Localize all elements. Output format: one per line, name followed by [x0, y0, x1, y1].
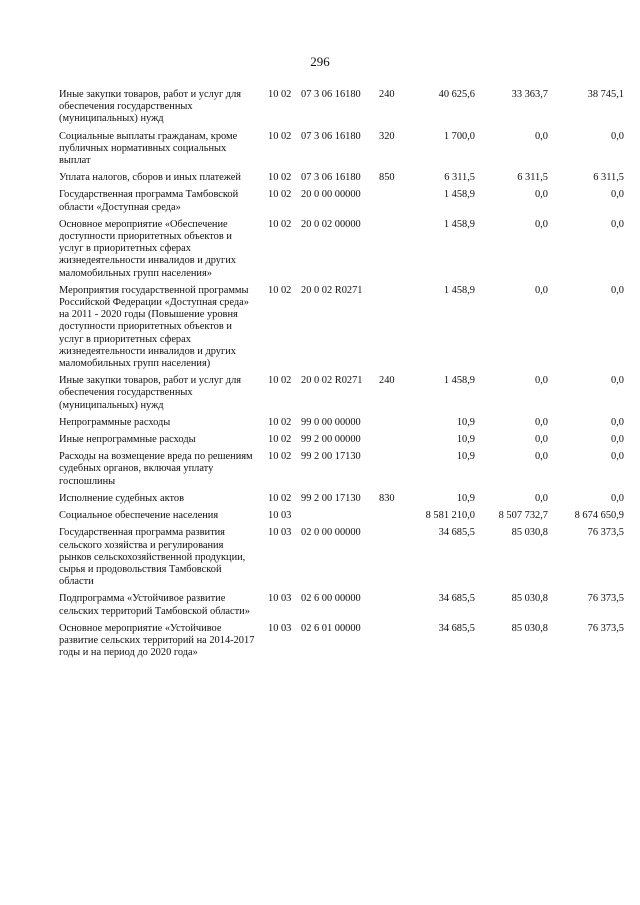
row-value-2: 85 030,8	[511, 527, 548, 539]
row-expense-type	[379, 189, 407, 218]
row-value-2: 85 030,8	[511, 593, 548, 605]
row-target-code: 20 0 02 00000	[301, 218, 361, 230]
row-value-1: 1 700,0	[443, 130, 475, 142]
row-target-code: 20 0 00 00000	[301, 189, 361, 201]
row-value-1: 34 685,5	[438, 527, 475, 539]
row-target-code: 07 3 06 16180	[301, 89, 361, 100]
row-value-3: 0,0	[611, 189, 624, 201]
row-value-1: 10,9	[456, 451, 475, 463]
row-name: Основное мероприятие «Обеспечение доступности приоритетных объектов и услуг в приоритетных сферах жизнедеятельности инвалидов и других маломобильных групп населения»	[59, 218, 237, 279]
row-target-code: 99 0 00 00000	[301, 416, 361, 428]
table-row	[59, 527, 624, 593]
row-value-2: 8 507 732,7	[498, 510, 548, 522]
table-row	[59, 375, 624, 417]
row-value-2: 0,0	[535, 492, 548, 504]
table-row	[59, 417, 624, 434]
row-name: Государственная программа развития сельского хозяйства и регулирования рынков сельскохозяйственной продукции, сырья и продовольствия Тамбовской области	[59, 527, 246, 588]
row-value-1: 34 685,5	[438, 593, 475, 605]
row-value-3: 0,0	[611, 130, 624, 142]
table-row	[59, 493, 624, 510]
page-number: 296	[310, 54, 330, 69]
row-section-code: 10 02	[268, 189, 292, 201]
row-target-code: 02 6 01 00000	[301, 622, 361, 634]
row-section-code: 10 02	[268, 434, 292, 446]
row-value-2: 0,0	[535, 130, 548, 142]
row-value-1: 1 458,9	[443, 375, 475, 387]
row-value-2: 85 030,8	[511, 622, 548, 634]
table-row	[59, 593, 624, 622]
row-value-1: 40 625,6	[438, 89, 475, 100]
row-value-2: 0,0	[535, 434, 548, 446]
row-expense-type	[379, 623, 407, 665]
row-value-1: 8 581 210,0	[425, 510, 475, 522]
row-target-code: 20 0 02 R0271	[301, 375, 363, 387]
row-target-code	[301, 510, 379, 527]
row-name: Иные закупки товаров, работ и услуг для обеспечения государственных (муниципальных) нужд	[59, 375, 242, 411]
row-name: Подпрограмма «Устойчивое развитие сельских территорий Тамбовской области»	[59, 593, 250, 617]
row-value-1: 1 458,9	[443, 284, 475, 296]
row-name: Социальное обеспечение населения	[59, 510, 219, 522]
row-value-3: 38 745,1	[587, 89, 624, 100]
row-expense-type	[379, 510, 407, 527]
row-value-1: 1 458,9	[443, 189, 475, 201]
row-target-code: 07 3 06 16180	[301, 172, 361, 184]
row-value-3: 0,0	[611, 451, 624, 463]
row-value-2: 0,0	[535, 284, 548, 296]
row-value-3: 0,0	[611, 375, 624, 387]
row-section-code: 10 02	[268, 130, 292, 142]
row-expense-type: 850	[379, 172, 395, 184]
table-row	[59, 219, 624, 285]
row-section-code: 10 02	[268, 416, 292, 428]
table-row	[59, 189, 624, 218]
row-value-3: 0,0	[611, 218, 624, 230]
row-name: Непрограммные расходы	[59, 416, 171, 428]
row-name: Иные непрограммные расходы	[59, 434, 196, 446]
row-value-2: 6 311,5	[517, 172, 548, 184]
row-value-2: 0,0	[535, 375, 548, 387]
row-value-3: 76 373,5	[587, 593, 624, 605]
row-target-code: 99 2 00 17130	[301, 451, 361, 463]
table-row	[59, 172, 624, 189]
table-row	[59, 285, 624, 375]
row-name: Мероприятия государственной программы Российской Федерации «Доступная среда» на 2011 - 2020 годы (Повышение уровня доступности приоритетных объектов и услуг в приоритетных сферах жизнедеятельности инвалидов и других маломобильных групп населения)	[59, 284, 249, 370]
budget-table	[59, 89, 624, 664]
row-name: Расходы на возмещение вреда по решениям судебных органов, включая уплату госпошлины	[59, 451, 253, 487]
table-row	[59, 89, 624, 131]
row-value-3: 76 373,5	[587, 622, 624, 634]
table-row	[59, 623, 624, 665]
row-value-3: 8 674 650,9	[574, 510, 624, 522]
row-target-code: 07 3 06 16180	[301, 130, 361, 142]
row-section-code: 10 02	[268, 89, 292, 100]
row-name: Уплата налогов, сборов и иных платежей	[59, 172, 241, 184]
row-value-3: 0,0	[611, 492, 624, 504]
row-expense-type: 320	[379, 130, 395, 142]
row-value-1: 10,9	[456, 416, 475, 428]
row-value-1: 34 685,5	[438, 622, 475, 634]
row-expense-type	[379, 434, 407, 451]
row-section-code: 10 03	[268, 622, 292, 634]
row-name: Основное мероприятие «Устойчивое развитие сельских территорий на 2014-2017 годы и на период до 2020 года»	[59, 622, 255, 659]
row-value-3: 6 311,5	[593, 172, 624, 184]
row-value-1: 10,9	[456, 434, 475, 446]
row-target-code: 99 2 00 00000	[301, 434, 361, 446]
row-section-code: 10 02	[268, 172, 292, 184]
row-section-code: 10 02	[268, 492, 292, 504]
row-value-1: 1 458,9	[443, 218, 475, 230]
budget-table-body	[59, 89, 624, 664]
row-expense-type	[379, 527, 407, 593]
row-name: Исполнение судебных актов	[59, 492, 184, 504]
row-expense-type	[379, 593, 407, 622]
row-expense-type	[379, 451, 407, 493]
row-value-2: 0,0	[535, 451, 548, 463]
row-name: Иные закупки товаров, работ и услуг для обеспечения государственных (муниципальных) нужд	[59, 89, 242, 125]
table-row	[59, 131, 624, 173]
row-expense-type	[379, 285, 407, 375]
row-section-code: 10 03	[268, 593, 292, 605]
table-row	[59, 434, 624, 451]
row-value-3: 76 373,5	[587, 527, 624, 539]
row-value-1: 10,9	[456, 492, 475, 504]
row-expense-type: 240	[379, 375, 395, 387]
row-section-code: 10 02	[268, 218, 292, 230]
row-value-3: 0,0	[611, 434, 624, 446]
row-expense-type	[379, 219, 407, 285]
row-name: Социальные выплаты гражданам, кроме публичных нормативных социальных выплат	[59, 130, 238, 167]
row-expense-type	[379, 417, 407, 434]
row-value-2: 33 363,7	[511, 89, 548, 100]
row-name: Государственная программа Тамбовской области «Доступная среда»	[59, 189, 239, 213]
row-value-2: 0,0	[535, 416, 548, 428]
row-target-code: 02 0 00 00000	[301, 527, 361, 539]
row-section-code: 10 02	[268, 375, 292, 387]
row-value-3: 0,0	[611, 284, 624, 296]
row-section-code: 10 02	[268, 451, 292, 463]
row-value-1: 6 311,5	[444, 172, 475, 184]
row-section-code: 10 03	[268, 527, 292, 539]
table-row	[59, 510, 624, 527]
row-value-2: 0,0	[535, 218, 548, 230]
row-section-code: 10 03	[268, 510, 292, 522]
row-section-code: 10 02	[268, 284, 292, 296]
row-value-2: 0,0	[535, 189, 548, 201]
row-target-code: 20 0 02 R0271	[301, 284, 363, 296]
row-target-code: 02 6 00 00000	[301, 593, 361, 605]
row-target-code: 99 2 00 17130	[301, 492, 361, 504]
table-row	[59, 451, 624, 493]
row-value-3: 0,0	[611, 416, 624, 428]
row-expense-type: 240	[379, 89, 395, 100]
row-expense-type: 830	[379, 492, 395, 504]
